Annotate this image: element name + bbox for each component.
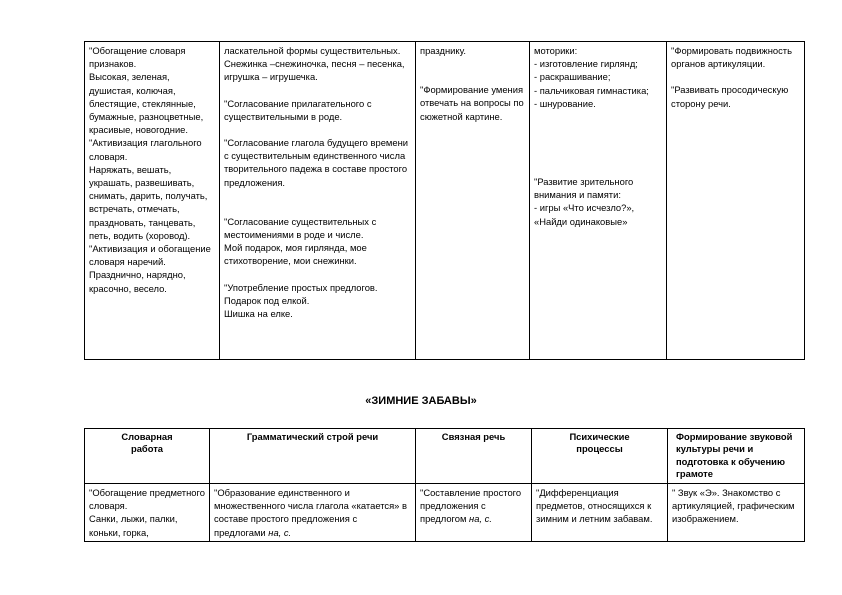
cell-sound-culture [667, 42, 805, 360]
text-block: "Употребление простых предлогов. Подарок под елкой. Шишка на елке. [224, 281, 378, 320]
text-block: "Активизация глагольного словаря. Наряжать, вешать, украшать, развешивать, снимать, дарить, получать, встречать, отмечать, праздновать, танцевать, петь, водить (хоровод). [89, 137, 208, 241]
cell-vocabulary [85, 42, 220, 360]
text-main: "Составление простого предложения с предлогом [420, 487, 522, 525]
text-block [214, 486, 411, 539]
cell-coherent-speech [416, 484, 532, 542]
cell-grammar [210, 484, 416, 542]
section-title: «ЗИМНИЕ ЗАБАВЫ» [365, 395, 477, 407]
text-block [420, 486, 527, 526]
cell-vocabulary [85, 484, 210, 542]
cell-mental-processes [530, 42, 667, 360]
header-vocabulary: Словарная работа [85, 429, 210, 484]
table-row [85, 42, 805, 360]
text-block: ласкательной формы существительных. Снежинка –снежиночка, песня – песенка, игрушка – игрушечка. [224, 45, 405, 83]
text-block: "Обогащение словаря признаков. Высокая, зеленая, душистая, колючая, блестящие, стеклянные, бумажные, разноцветные, красивые, новогодние. [89, 45, 204, 136]
text-block: моторики: - изготовление гирлянд; - раскрашивание; - пальчиковая гимнастика; - шнурование. [534, 45, 649, 109]
header-sound-culture: Формирование звуковой культуры речи и подготовка к обучению грамоте [668, 429, 805, 484]
text-block: "Согласование прилагательного с существительными в роде. [224, 97, 372, 122]
text-block: "Формирование умения отвечать на вопросы по сюжетной картине. [420, 84, 524, 122]
text-block: "Формировать подвижность органов артикуляции. [671, 45, 792, 70]
text-block: "Активизация и обогащение словаря наречий. Праздничнo, нарядно, красочно, весело. [89, 243, 211, 294]
cell-mental-processes [532, 484, 668, 542]
text-block: "Развитие зрительного внимания и памяти: - игры «Что исчезло?», «Найди одинаковые» [534, 176, 635, 227]
table-winter-games [84, 428, 805, 542]
text-block: "Согласование глагола будущего времени с существительным единственного числа творительного падежа в составе простого предложения. [224, 137, 408, 188]
table-winter-holiday [84, 41, 805, 360]
text-block: празднику. [420, 45, 466, 56]
text-block: "Дифференциация предметов, относящихся к зимним и летним забавам. [536, 487, 653, 525]
table-header-row [85, 429, 805, 484]
text-main: "Образование единственного и множественного числа глагола «катается» в составе простого предложения с предлогами [214, 487, 407, 538]
table-row [85, 484, 805, 542]
header-mental-processes: Психические процессы [532, 429, 668, 484]
text-block: "Развивать просодическую сторону речи. [671, 84, 789, 109]
header-grammar: Грамматический строй речи [210, 429, 416, 484]
text-block: "Согласование существительных с местоимениями в роде и числе. Мой подарок, моя гирлянда, мое стихотворение, мои снежинки. [224, 215, 377, 267]
text-prepositions: на, с. [268, 526, 292, 538]
cell-sound-culture [668, 484, 805, 542]
text-prepositions: на, с. [469, 513, 492, 525]
cell-coherent-speech [416, 42, 530, 360]
text-block: " Звук «Э». Знакомство с артикуляцией, графическим изображением. [672, 487, 795, 525]
cell-grammar [220, 42, 416, 360]
header-coherent-speech: Связная речь [416, 429, 532, 484]
text-block: "Обогащение предметного словаря. Санки, лыжи, палки, коньки, горка, [89, 487, 205, 538]
